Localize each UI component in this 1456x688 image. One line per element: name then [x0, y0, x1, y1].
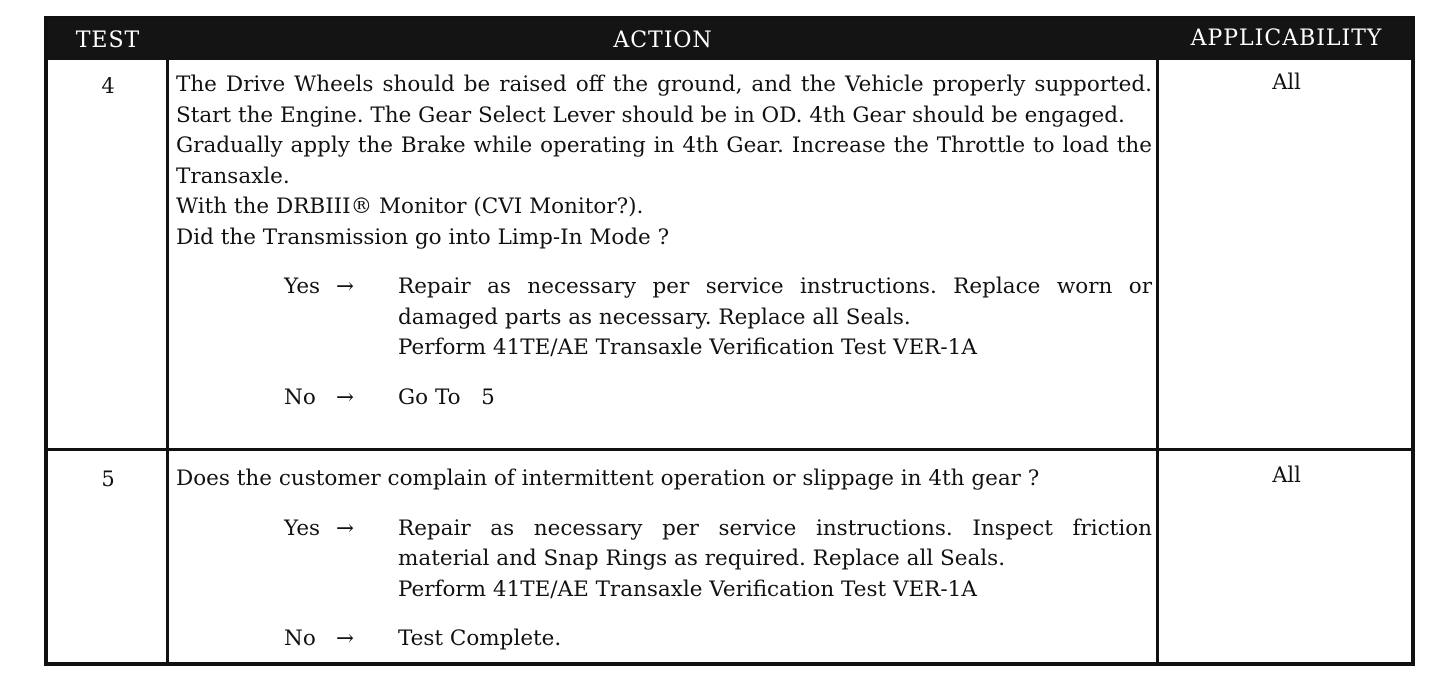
- row-divider: [48, 448, 1411, 451]
- arrow-right-icon: →: [336, 515, 355, 541]
- yes-result-line: material and Snap Rings as required. Replace all Seals.: [398, 546, 1006, 571]
- no-result: Go To 5: [398, 384, 495, 410]
- yes-result-line: Repair as necessary per service instructions. Replace worn or: [398, 274, 1152, 299]
- test-number: 5: [101, 467, 115, 491]
- action-cell: [176, 464, 1152, 655]
- applicability-value: All: [1272, 463, 1301, 487]
- header-action: ACTION: [613, 28, 713, 53]
- yes-label: Yes: [284, 274, 321, 299]
- yes-result: [398, 514, 1152, 606]
- arrow-right-icon: →: [336, 384, 355, 410]
- yes-result-line: Repair as necessary per service instructions. Inspect friction: [398, 515, 1152, 541]
- action-text: Gradually apply the Brake while operating in 4th Gear. Increase the Throttle to load the Transaxle.: [176, 133, 1152, 189]
- arrow-right-icon: →: [336, 274, 355, 299]
- yes-result-line: Perform 41TE/AE Transaxle Verification Test VER-1A: [398, 335, 977, 360]
- applicability-value: All: [1272, 70, 1301, 94]
- yes-result-line: Perform 41TE/AE Transaxle Verification Test VER-1A: [398, 576, 977, 602]
- yes-outcome: [284, 514, 1152, 606]
- no-outcome: [284, 383, 1152, 414]
- header-applicability: APPLICABILITY: [1190, 26, 1383, 51]
- yes-outcome: [284, 272, 1152, 364]
- test-number: 4: [101, 74, 115, 98]
- yes-result-line: damaged parts as necessary. Replace all Seals.: [398, 304, 911, 330]
- column-divider-applicability: [1156, 60, 1159, 666]
- action-cell: [176, 70, 1152, 413]
- yes-label: Yes: [284, 515, 321, 541]
- action-text: The Drive Wheels should be raised off the ground, and the Vehicle properly supported. Start the Engine. The Gear Select Lever should be in OD. 4th Gear should be engaged.: [176, 72, 1152, 128]
- column-divider-test: [166, 60, 169, 666]
- no-result: Test Complete.: [398, 626, 562, 651]
- no-label: No: [284, 626, 316, 651]
- action-question: Does the customer complain of intermittent operation or slippage in 4th gear ?: [176, 466, 1040, 491]
- header-test: TEST: [75, 28, 141, 53]
- yes-result: [398, 272, 1152, 364]
- no-label: No: [284, 384, 316, 410]
- diagnostic-table: [44, 16, 1415, 666]
- no-outcome: [284, 624, 1152, 655]
- action-text: With the DRBIII® Monitor (CVI Monitor?).: [176, 194, 644, 219]
- action-question: Did the Transmission go into Limp-In Mode ?: [176, 224, 670, 250]
- arrow-right-icon: →: [336, 626, 355, 651]
- table-header: [48, 20, 1411, 60]
